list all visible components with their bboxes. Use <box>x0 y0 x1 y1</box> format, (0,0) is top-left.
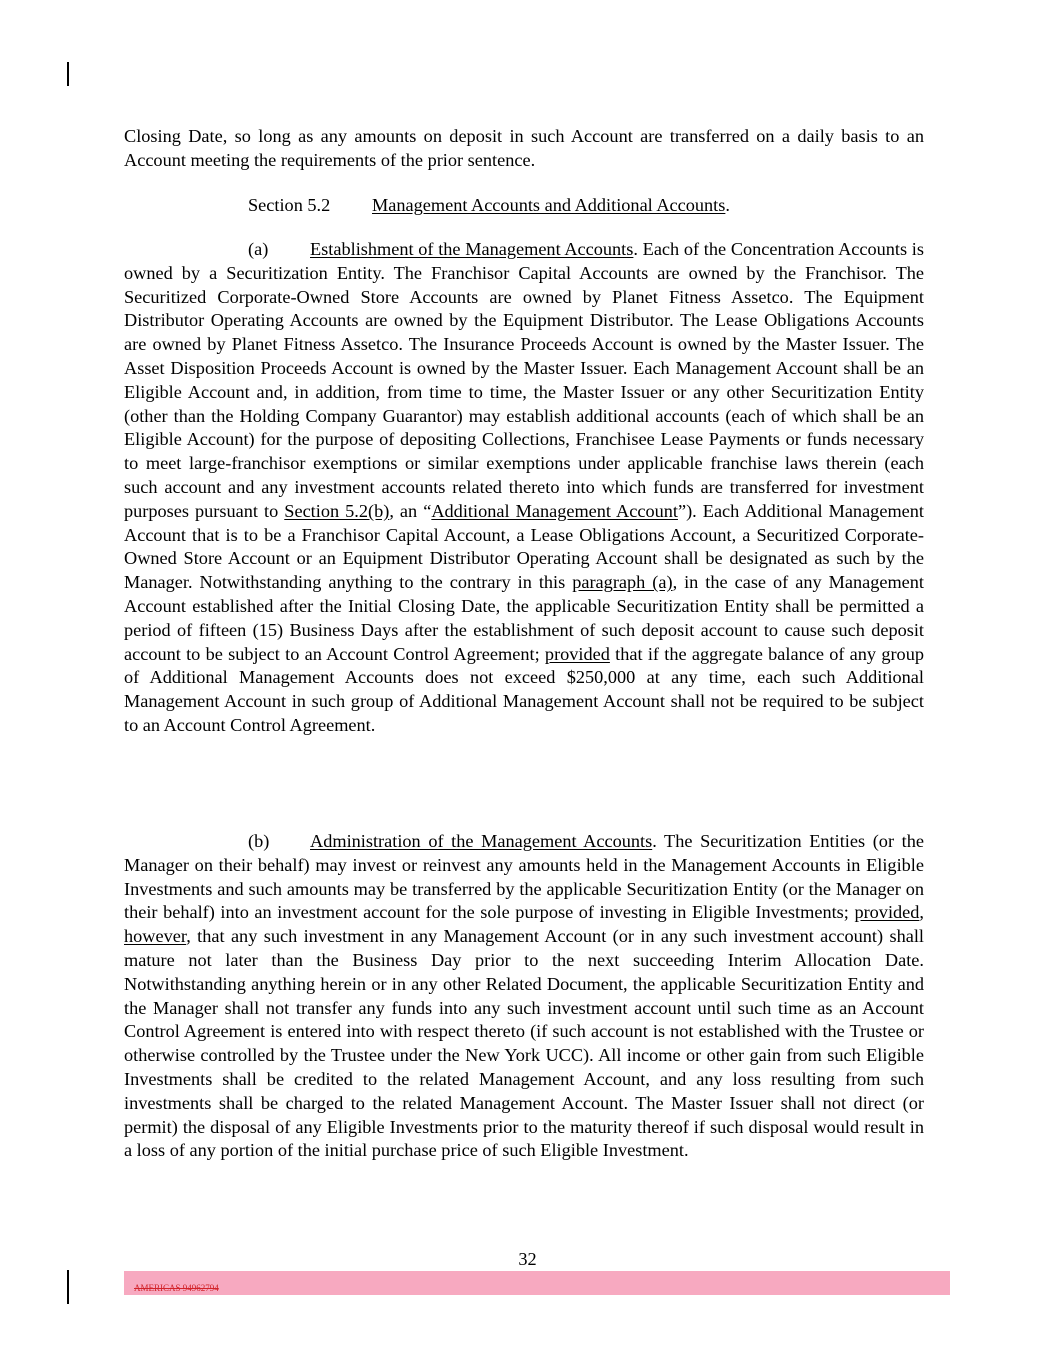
paragraph-a-text-3: ”). Each Additional Management Account that is to be a Franchisor Capital Account, a Lease Obligations Account, a Securitized Corporate-Owned Store Account or an Equipment Distributor Operating Account shall be designated as such by the Manager. Notwithstanding anything to the contrary in this <box>124 500 924 593</box>
defined-term-additional-management-account: Additional Management Account <box>431 500 678 521</box>
proviso-comma: , <box>919 902 924 923</box>
paragraph-b-heading: Administration of the Management Accounts <box>310 831 653 851</box>
section-title: Management Accounts and Additional Accounts <box>372 195 726 215</box>
cross-reference-section-5-2-b: Section 5.2(b) <box>284 500 390 521</box>
paragraph-a-heading: Establishment of the Management Accounts <box>310 239 634 259</box>
paragraph-a-text-5: that if the aggregate balance of any group of Additional Management Accounts does not exceed $250,000 at any time, each such Additional Management Account in such group of Additional Management Account shall not be required to be subject to an Account Control Agreement. <box>124 643 924 735</box>
section-number: Section 5.2 <box>248 195 331 215</box>
page-number: 32 <box>518 1249 537 1269</box>
cross-reference-paragraph-a: paragraph (a) <box>572 572 673 593</box>
paragraph-a-text-2: , an “ <box>389 500 432 521</box>
paragraph-b <box>124 830 924 1163</box>
proviso-however: however <box>124 926 187 947</box>
continued-paragraph <box>124 125 924 173</box>
change-bar-top <box>67 62 69 86</box>
paragraph-a-text-1: . Each of the Concentration Accounts is owned by a Securitization Entity. The Franchisor Capital Accounts are owned by the Franchisor. The Securitized Corporate-Owned Store Accounts are owned by Planet Fitness Assetco. The Equipment Distributor Operating Accounts are owned by the Equipment Distributor. The Lease Obligations Accounts are owned by Planet Fitness Assetco. The Insurance Proceeds Account is owned by the Master Issuer. The Asset Disposition Proceeds Account is owned by the Master Issuer. Each Management Account shall be an Eligible Account and, in addition, from time to time, the Master Issuer or any other Securitization Entity (other than the Holding Company Guarantor) may establish additional accounts (each of which shall be an Eligible Account) for the purpose of depositing Collections, Franchisee Lease Payments or funds necessary to meet large-franchisor exemptions or similar exemptions under applicable franchise laws therein (each such account and any investment accounts related thereto into which funds are transferred for investment purposes pursuant to <box>124 239 924 521</box>
section-heading <box>124 194 1048 218</box>
section-title-period: . <box>725 195 730 215</box>
change-bar-bottom <box>67 1270 69 1304</box>
paragraph-b-text-2: , that any such investment in any Management Account (or in any such investment account) shall mature not later than the Business Day prior to the next succeeding Interim Allocation Date. Notwithstanding anything herein or in any other Related Document, the applicable Securitization Entity and the Manager shall not transfer any funds into any such investment account until such time as an Account Control Agreement is entered into with respect thereto (if such account is not established with the Trustee or otherwise controlled by the Trustee under the New York UCC). All income or other gain from such Eligible Investments shall be credited to the related Management Account, and any loss resulting from such investments shall be charged to the related Management Account. The Master Issuer shall not direct (or permit) the disposal of any Eligible Investments prior to the maturity thereof if such disposal would result in a loss of any portion of the initial purchase price of such Eligible Investment. <box>124 926 924 1161</box>
proviso-provided: provided <box>854 902 920 923</box>
footer-banner <box>124 1271 950 1295</box>
paragraph-b-text-1: . The Securitization Entities (or the Manager on their behalf) may invest or reinvest any amounts held in the Management Accounts in Eligible Investments and such amounts may be transferred by the applicable Securitization Entity (or the Manager on their behalf) into an investment account for the sole purpose of investing in Eligible Investments; <box>124 831 924 923</box>
proviso-provided: provided <box>544 643 610 664</box>
paragraph-a-text-4: , in the case of any Management Account established after the Initial Closing Date, the applicable Securitization Entity shall be permitted a period of fifteen (15) Business Days after the establishment of such deposit account to cause such deposit account to be subject to an Account Control Agreement; <box>124 572 925 664</box>
paragraph-a <box>124 238 924 738</box>
intro-text: Closing Date, so long as any amounts on deposit in such Account are transferred on a daily basis to an Account meeting the requirements of the prior sentence. <box>124 126 924 170</box>
paragraph-a-label: (a) <box>248 239 269 259</box>
paragraph-b-label: (b) <box>248 831 270 851</box>
document-id: AMERICAS 94962794 <box>134 1283 219 1293</box>
